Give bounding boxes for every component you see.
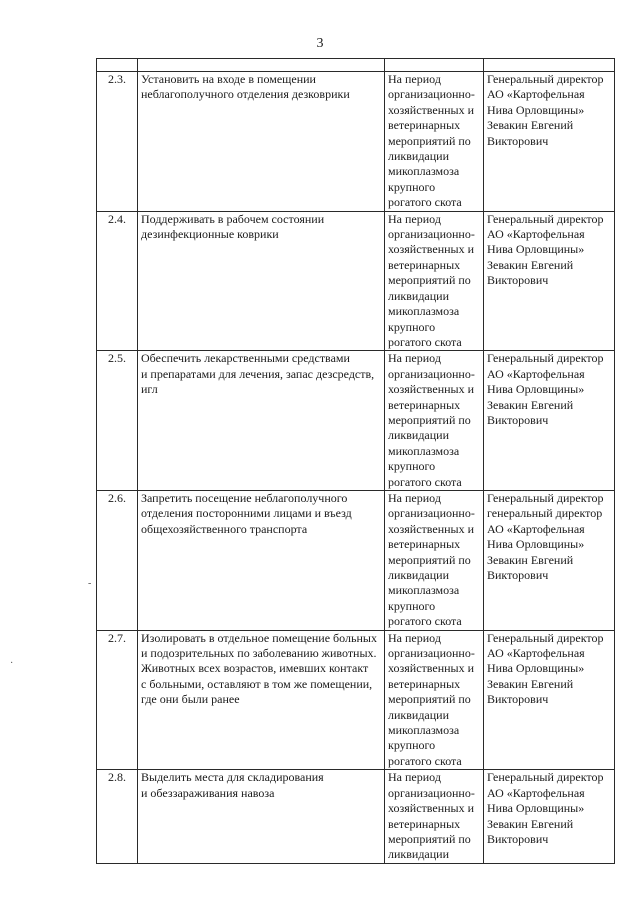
row-responsible: Генеральный директор АО «Картофельная Нива Орловщины» Зевакин Евгений Викторович xyxy=(484,770,615,863)
action-line: игл xyxy=(141,382,158,397)
action-line: отделения посторонними лицами и въезд xyxy=(141,506,352,521)
row-action xyxy=(138,630,385,770)
row-period: На период организационно-хозяйственных и ветеринарных мероприятий по ликвидации микоплазмоза крупного рогатого скота xyxy=(385,211,484,351)
row-number: 2.5. xyxy=(97,351,138,491)
row-period: На период организационно-хозяйственных и ветеринарных мероприятий по ликвидации микоплазмоза крупного рогатого скота xyxy=(385,490,484,630)
row-responsible: Генеральный директор АО «Картофельная Нива Орловщины» Зевакин Евгений Викторович xyxy=(484,72,615,212)
row-period: На период организационно-хозяйственных и ветеринарных мероприятий по ликвидации xyxy=(385,770,484,863)
table-row xyxy=(97,630,615,770)
action-line: общехозяйственного транспорта xyxy=(141,521,308,536)
row-action xyxy=(138,770,385,863)
table-row xyxy=(97,351,615,491)
action-line: и подозрительных по заболеванию животных. xyxy=(141,646,377,661)
row-action xyxy=(138,211,385,351)
table-row xyxy=(97,490,615,630)
scan-mark: · xyxy=(10,658,14,669)
row-responsible: Генеральный директор генеральный директор АО «Картофельная Нива Орловщины» Зевакин Евгений Викторович xyxy=(484,490,615,630)
measures-table xyxy=(96,58,615,864)
action-line: и обеззараживания навоза xyxy=(141,785,275,800)
row-action xyxy=(138,72,385,212)
row-responsible: Генеральный директор АО «Картофельная Нива Орловщины» Зевакин Евгений Викторович xyxy=(484,211,615,351)
action-line: Выделить места для складирования xyxy=(141,770,324,785)
action-line: неблагополучного отделения дезковрики xyxy=(141,87,350,102)
row-number: 2.3. xyxy=(97,72,138,212)
action-line: Запретить посещение неблагополучного xyxy=(141,490,348,505)
header-cell-responsible xyxy=(484,59,615,72)
action-line: Установить на входе в помещении xyxy=(141,72,316,86)
scan-mark: - xyxy=(88,578,92,589)
row-action xyxy=(138,490,385,630)
action-line: с больными, оставляют в том же помещении, xyxy=(141,676,373,691)
action-line: Обеспечить лекарственными средствами xyxy=(141,351,350,366)
row-action xyxy=(138,351,385,491)
row-period: На период организационно-хозяйственных и ветеринарных мероприятий по ликвидации микоплазмоза крупного рогатого скота xyxy=(385,630,484,770)
page-number: 3 xyxy=(316,36,324,51)
row-responsible: Генеральный директор АО «Картофельная Нива Орловщины» Зевакин Евгений Викторович xyxy=(484,630,615,770)
row-number: 2.4. xyxy=(97,211,138,351)
row-number: 2.6. xyxy=(97,490,138,630)
action-line: Поддерживать в рабочем состоянии xyxy=(141,211,325,226)
row-responsible: Генеральный директор АО «Картофельная Нива Орловщины» Зевакин Евгений Викторович xyxy=(484,351,615,491)
row-period: На период организационно-хозяйственных и ветеринарных мероприятий по ликвидации микоплазмоза крупного рогатого скота xyxy=(385,351,484,491)
row-number: 2.7. xyxy=(97,630,138,770)
table-row xyxy=(97,770,615,863)
action-line: Изолировать в отдельное помещение больных xyxy=(141,630,377,645)
action-line: дезинфекционные коврики xyxy=(141,227,279,242)
action-line: и препаратами для лечения, запас дезсредств, xyxy=(141,366,375,381)
action-line: Животных всех возрастов, имевших контакт xyxy=(141,661,369,676)
table-row xyxy=(97,211,615,351)
table-header-row xyxy=(97,59,615,72)
header-cell-num xyxy=(97,59,138,72)
row-period: На период организационно-хозяйственных и ветеринарных мероприятий по ликвидации микоплазмоза крупного рогатого скота xyxy=(385,72,484,212)
table-row xyxy=(97,72,615,212)
header-cell-action xyxy=(138,59,385,72)
header-cell-period xyxy=(385,59,484,72)
row-number: 2.8. xyxy=(97,770,138,863)
action-line: где они были ранее xyxy=(141,692,240,707)
